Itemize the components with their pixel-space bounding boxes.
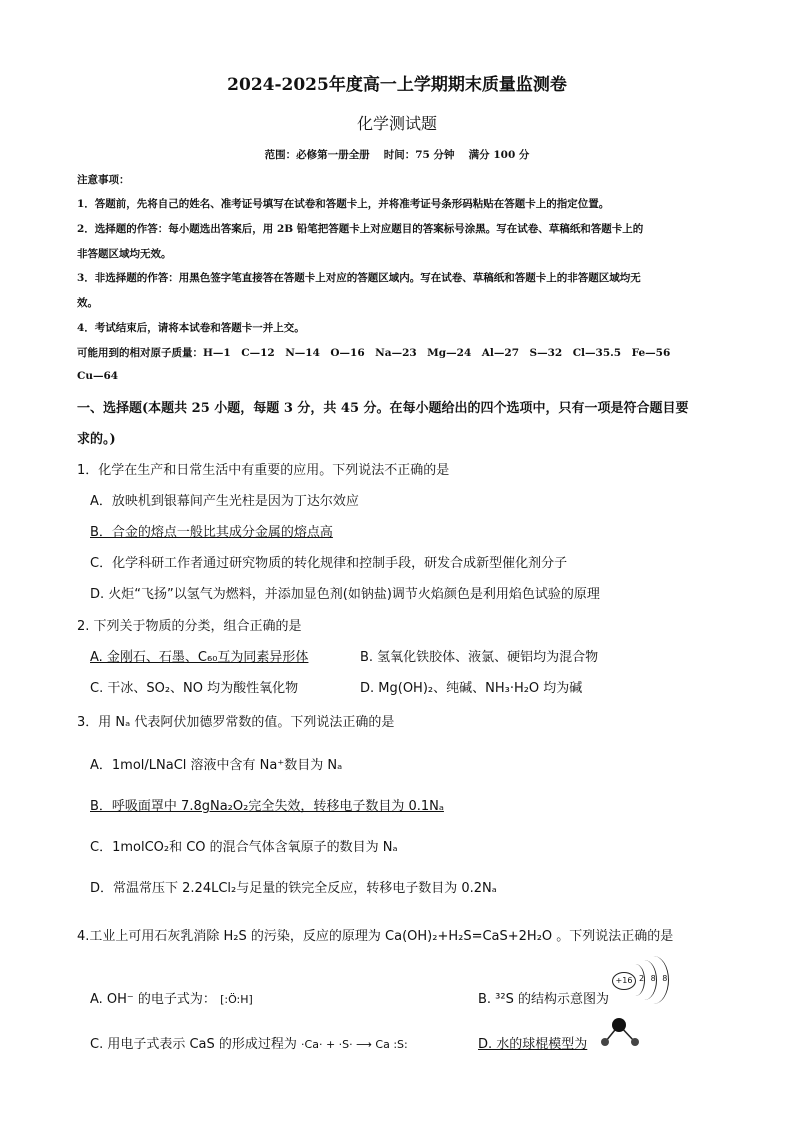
exam-meta: 范围：必修第一册全册 时间：75 分钟 满分 100 分	[264, 149, 530, 161]
atomic-masses-line-1: 可能用到的相对原子质量：H—1 C—12 N—14 O—16 Na—23 Mg—24 Al—27 S—32 Cl—35.5 Fe—56	[77, 347, 671, 359]
q1-option-a: A．放映机到银幕间产生光柱是因为丁达尔效应	[90, 494, 359, 509]
q4-option-b-label: B. ³²S 的结构示意图为	[478, 992, 609, 1007]
q4-option-a	[90, 988, 253, 1007]
note-1: 1．答题前，先将自己的姓名、准考证号填写在试卷和答题卡上，并将准考证号条形码粘贴在答题卡上的指定位置。	[77, 198, 610, 210]
q2-row-2	[90, 677, 582, 696]
oxygen-atom	[612, 1018, 626, 1032]
q1-option-b-text: B．合金的熔点一般比其成分金属的熔点高	[90, 525, 333, 540]
nucleus-label: +16	[612, 972, 636, 990]
q3-option-a: A．1mol/LNaCl 溶液中含有 Na⁺数目为 Nₐ	[90, 758, 343, 773]
electron-counts: 2 8 8	[639, 974, 670, 983]
q4-stem: 4.工业上可用石灰乳消除 H₂S 的污染，反应的原理为 Ca(OH)₂+H₂S=CaS+2H₂O 。下列说法正确的是	[77, 929, 674, 944]
sulfur-atom-structure-diagram	[610, 960, 670, 1000]
exam-subtitle: 化学测试题	[356, 114, 437, 133]
q4-option-d	[478, 1033, 587, 1052]
q3-option-b	[90, 795, 444, 814]
q4-option-a-formula: [:Ö:H]	[220, 993, 253, 1006]
water-ball-stick-model	[594, 1016, 644, 1052]
q1-option-b	[90, 521, 333, 540]
q2-option-d: D. Mg(OH)₂、纯碱、NH₃·H₂O 均为碱	[360, 681, 583, 696]
q2-option-b: B. 氢氧化铁胶体、液氯、硬铝均为混合物	[360, 650, 599, 665]
q1-option-c: C．化学科研工作者通过研究物质的转化规律和控制手段，研发合成新型催化剂分子	[90, 556, 568, 571]
q4-option-c	[90, 1033, 408, 1052]
q4-option-c-formula: ·Ca· + ·S· ⟶ Ca :S:	[301, 1038, 408, 1051]
hydrogen-atom-right	[631, 1038, 639, 1046]
q4-option-c-label: C. 用电子式表示 CaS 的形成过程为	[90, 1037, 297, 1052]
section-heading-line-2: 求的。)	[77, 432, 116, 447]
q2-row-1	[90, 646, 598, 665]
q2-stem: 2. 下列关于物质的分类，组合正确的是	[77, 619, 302, 634]
atomic-masses-line-2: Cu—64	[77, 370, 119, 382]
q1-option-d: D. 火炬“飞扬”以氢气为燃料，并添加显色剂(如钠盐)调节火焰颜色是利用焰色试验的原理	[90, 587, 600, 602]
q3-stem: 3．用 Nₐ 代表阿伏加德罗常数的值。下列说法正确的是	[77, 715, 395, 730]
q3-option-c: C．1molCO₂和 CO 的混合气体含氧原子的数目为 Nₐ	[90, 840, 398, 855]
q4-option-d-label: D. 水的球棍模型为	[478, 1037, 588, 1052]
q4-option-b	[478, 988, 609, 1007]
q2-option-c: C. 干冰、SO₂、NO 均为酸性氧化物	[90, 681, 299, 696]
q4-option-a-label: A. OH⁻ 的电子式为：	[90, 992, 216, 1007]
note-3-line-1: 3．非选择题的作答：用黑色签字笔直接答在答题卡上对应的答题区域内。写在试卷、草稿纸和答题卡上的非答题区域均无	[77, 272, 641, 284]
notes-heading: 注意事项：	[77, 174, 130, 186]
q3-option-d: D．常温常压下 2.24LCl₂与足量的铁完全反应，转移电子数目为 0.2Nₐ	[90, 881, 497, 896]
q1-stem: 1．化学在生产和日常生活中有重要的应用。下列说法不正确的是	[77, 463, 450, 478]
q2-option-a: A. 金刚石、石墨、C₆₀互为同素异形体	[90, 650, 309, 665]
q3-option-b-text: B．呼吸面罩中 7.8gNa₂O₂完全失效，转移电子数目为 0.1Nₐ	[90, 799, 444, 814]
note-2-line-1: 2．选择题的作答：每小题选出答案后，用 2B 铅笔把答题卡上对应题目的答案标号涂黑。写在试卷、草稿纸和答题卡上的	[77, 223, 644, 235]
exam-title: 2024-2025年度高一上学期期末质量监测卷	[227, 75, 567, 95]
note-4: 4．考试结束后，请将本试卷和答题卡一并上交。	[77, 322, 305, 334]
note-2-line-2: 非答题区域均无效。	[77, 248, 172, 260]
hydrogen-atom-left	[601, 1038, 609, 1046]
section-heading-line-1: 一、选择题(本题共 25 小题，每题 3 分，共 45 分。在每小题给出的四个选项中，只有一项是符合题目要	[77, 401, 689, 416]
note-3-line-2: 效。	[77, 297, 98, 309]
